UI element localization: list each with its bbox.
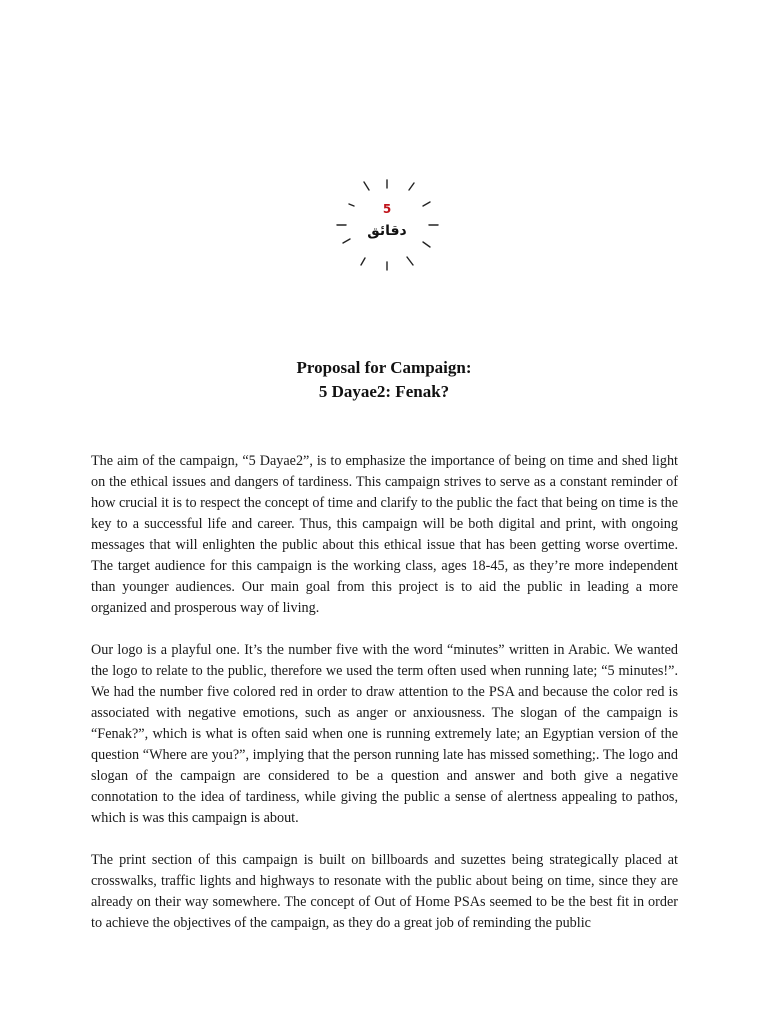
document-title [0, 356, 768, 404]
title-line-1: Proposal for Campaign: [296, 358, 472, 377]
paragraph-logo: Our logo is a playful one. It’s the number five with the word “minutes” written in Arabic. We wanted the logo to relate to the public, therefore we used the term often used when running late; “5 minutes!”. We had the number five colored red in order to draw attention to the PSA and because the color red is associated with negative emotions, such as anger or anxiousness. The slogan of the campaign is “Fenak?”, which is what is often said when one is running extremely late; an Egyptian version of the question “Where are you?”, implying that the person running late has missed something;. The logo and slogan of the campaign are considered to be a question and answer and both give a negative connotation to the idea of tardiness, while giving the public a sense of alertness appealing to pathos, which is was this campaign is about. [91, 642, 678, 826]
logo-arabic-word: دقائق [367, 223, 407, 239]
tick-upper-right [409, 183, 414, 190]
logo-number: 5 [382, 202, 392, 216]
paragraph-print: The print section of this campaign is built on billboards and suzettes being strategically placed at crosswalks, traffic lights and highways to resonate with the public about being on time, since they are already on their way somewhere. The concept of Out of Home PSAs seemed to be the best fit in order to achieve the objectives of the campaign, as they do a great job of reminding the public [91, 852, 678, 931]
title-line-2: 5 Dayae2: Fenak? [318, 382, 450, 401]
tick-bottom-left [361, 258, 365, 265]
campaign-logo [328, 170, 446, 280]
tick-upper-left [364, 182, 369, 190]
paragraph-aim: The aim of the campaign, “5 Dayae2”, is to emphasize the importance of being on time and shed light on the ethical issues and dangers of tardiness. This campaign strives to serve as a constant reminder of how crucial it is to respect the concept of time and clarify to the public the fact that being on time is the key to a successful life and career. Thus, this campaign will be both digital and print, with ongoing messages that will enlighten the public about this ethical issue that has been getting worse overtime. The target audience for this campaign is the working class, ages 18-45, as they’re more independent than younger audiences. Our main goal from this project is to aid the public in leading a more organized and prosperous way of living. [91, 453, 679, 616]
document-body [91, 451, 678, 955]
tick-lower-right [423, 242, 430, 247]
tick-bottom-right [407, 257, 413, 265]
